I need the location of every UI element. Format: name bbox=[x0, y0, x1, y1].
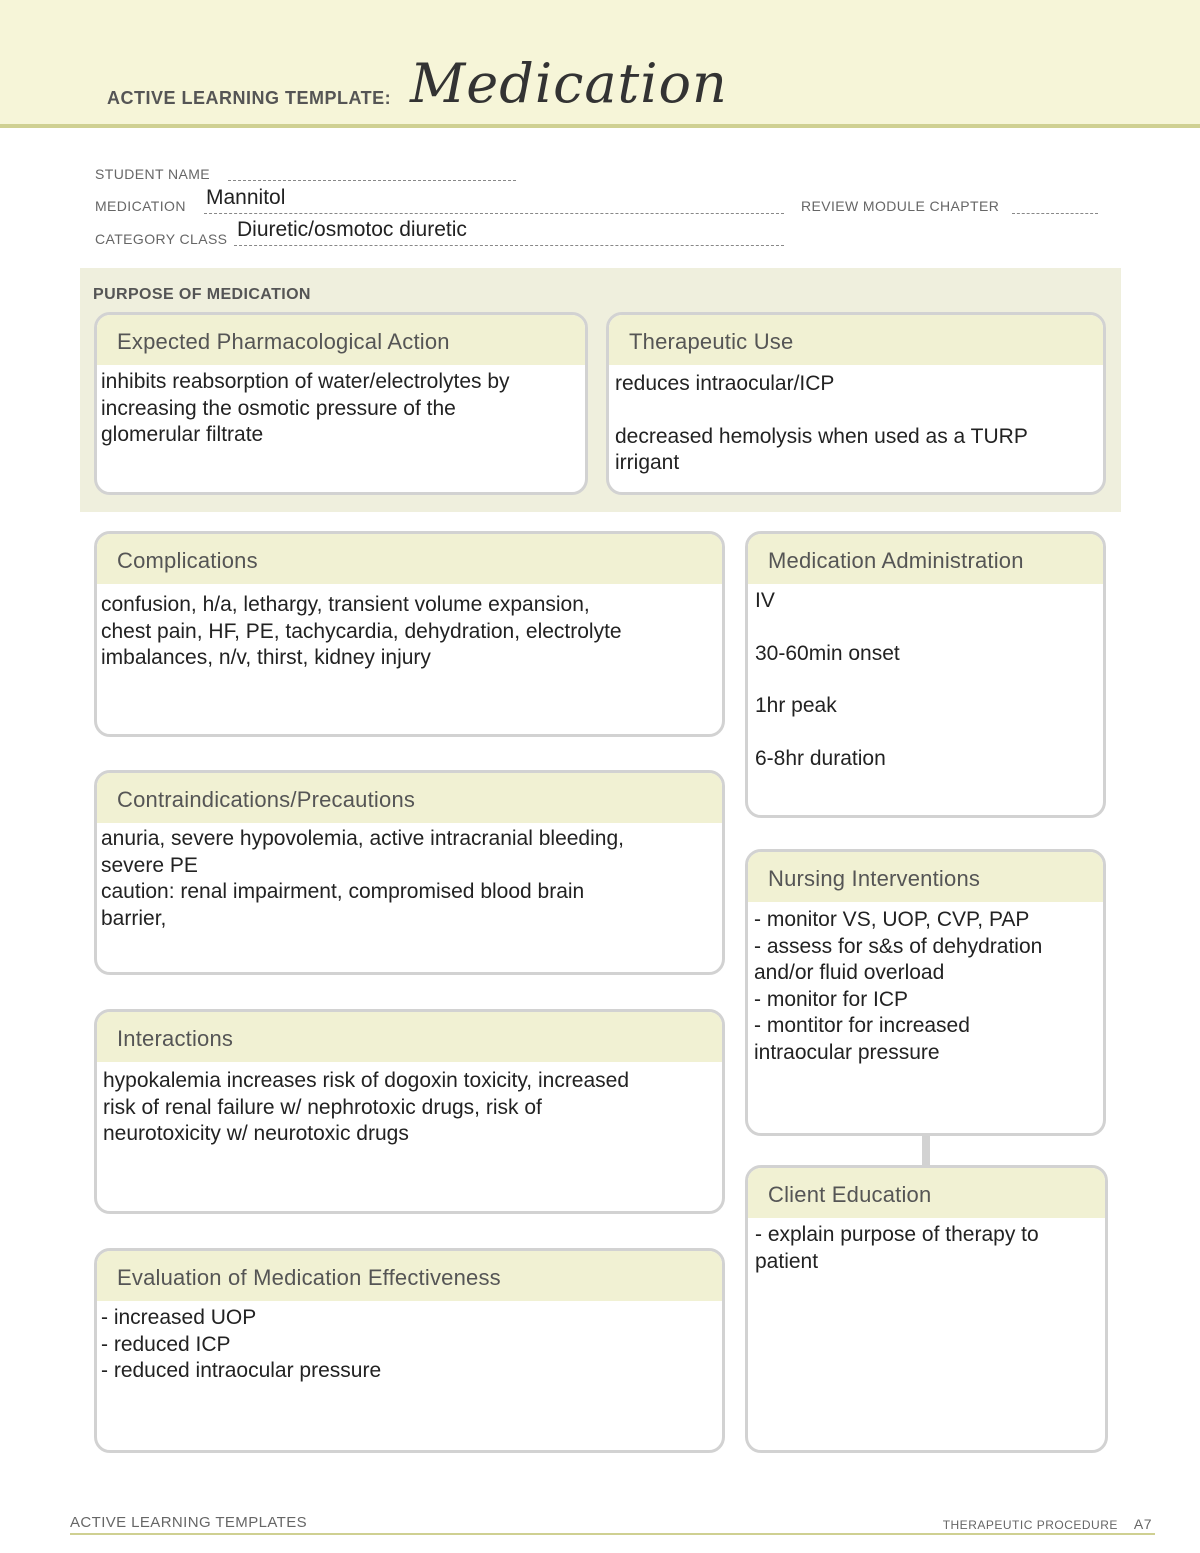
complications-line: chest pain, HF, PE, tachycardia, dehydration, electrolyte bbox=[101, 619, 622, 643]
therapeutic-use-line: reduces intraocular/ICP bbox=[615, 372, 835, 395]
evaluation-line: - reduced intraocular pressure bbox=[101, 1359, 382, 1382]
evaluation-line: - increased UOP bbox=[101, 1306, 257, 1329]
category-class-value: Diuretic/osmotoc diuretic bbox=[237, 218, 467, 241]
contraindications-box bbox=[94, 770, 725, 975]
evaluation-line: - reduced ICP bbox=[101, 1332, 231, 1356]
nursing-line: - monitor VS, UOP, CVP, PAP bbox=[754, 908, 1030, 931]
contraindications-line: caution: renal impairment, compromised blood brain bbox=[101, 880, 585, 903]
complications-heading: Complications bbox=[97, 534, 722, 584]
client-education-heading: Client Education bbox=[748, 1168, 1105, 1218]
nursing-line: - monitor for ICP bbox=[754, 987, 909, 1011]
therapeutic-use-heading: Therapeutic Use bbox=[609, 315, 1103, 365]
nursing-line: - assess for s&s of dehydration bbox=[754, 934, 1043, 958]
nursing-line: intraocular pressure bbox=[754, 1040, 940, 1064]
expected-action-line: increasing the osmotic pressure of the bbox=[101, 396, 456, 420]
page-number: A7 bbox=[1133, 1516, 1152, 1532]
purpose-title: PURPOSE OF MEDICATION bbox=[93, 286, 311, 303]
administration-item: 6-8hr duration bbox=[755, 746, 886, 770]
expected-action-text bbox=[97, 365, 585, 449]
administration-item: 1hr peak bbox=[755, 694, 837, 717]
contraindications-line: barrier, bbox=[101, 906, 167, 930]
client-education-box bbox=[745, 1165, 1108, 1453]
interactions-line: hypokalemia increases risk of dogoxin toxicity, increased bbox=[103, 1069, 630, 1092]
therapeutic-use-text bbox=[609, 365, 1103, 477]
template-label: ACTIVE LEARNING TEMPLATE: bbox=[107, 88, 392, 108]
interactions-box bbox=[94, 1009, 725, 1214]
page-title: Medication bbox=[410, 52, 728, 115]
administration-item: IV bbox=[755, 589, 775, 612]
evaluation-text bbox=[97, 1301, 722, 1385]
administration-item: 30-60min onset bbox=[755, 641, 900, 665]
therapeutic-use-line: decreased hemolysis when used as a TURP bbox=[615, 424, 1028, 448]
footer-divider bbox=[70, 1533, 1155, 1535]
therapeutic-use-box bbox=[606, 312, 1106, 495]
footer-procedure-label: THERAPEUTIC PROCEDURE bbox=[942, 1518, 1118, 1532]
education-line: patient bbox=[755, 1249, 819, 1273]
box-connector bbox=[922, 1134, 930, 1167]
contraindications-heading: Contraindications/Precautions bbox=[97, 773, 722, 823]
review-module-label: REVIEW MODULE CHAPTER bbox=[801, 198, 1000, 214]
student-name-field[interactable] bbox=[228, 180, 516, 181]
administration-box bbox=[745, 531, 1106, 818]
contraindications-line: anuria, severe hypovolemia, active intracranial bleeding, bbox=[101, 827, 624, 850]
client-education-text bbox=[748, 1218, 1105, 1275]
administration-heading: Medication Administration bbox=[748, 534, 1103, 584]
therapeutic-use-line: irrigant bbox=[615, 451, 680, 474]
interactions-line: risk of renal failure w/ nephrotoxic drugs, risk of bbox=[103, 1095, 542, 1119]
category-class-field[interactable] bbox=[234, 245, 784, 246]
footer-left-label: ACTIVE LEARNING TEMPLATES bbox=[70, 1514, 307, 1531]
medication-value: Mannitol bbox=[206, 186, 286, 209]
expected-action-heading: Expected Pharmacological Action bbox=[97, 315, 585, 365]
nursing-interventions-box bbox=[745, 849, 1106, 1136]
student-name-label: STUDENT NAME bbox=[95, 166, 210, 182]
medication-field[interactable] bbox=[204, 213, 784, 214]
complications-line: confusion, h/a, lethargy, transient volume expansion, bbox=[101, 593, 590, 616]
interactions-line: neurotoxicity w/ neurotoxic drugs bbox=[103, 1122, 409, 1145]
expected-action-line: inhibits reabsorption of water/electrolytes by bbox=[101, 370, 510, 393]
education-line: - explain purpose of therapy to bbox=[755, 1223, 1039, 1246]
nursing-line: and/or fluid overload bbox=[754, 961, 945, 984]
expected-action-box bbox=[94, 312, 588, 495]
nursing-line: - montitor for increased bbox=[754, 1014, 970, 1037]
nursing-interventions-text bbox=[748, 902, 1103, 1066]
contraindications-line: severe PE bbox=[101, 853, 198, 877]
evaluation-box bbox=[94, 1248, 725, 1453]
interactions-heading: Interactions bbox=[97, 1012, 722, 1062]
contraindications-text bbox=[97, 823, 722, 932]
interactions-text bbox=[97, 1062, 722, 1148]
footer-right bbox=[943, 1516, 1152, 1532]
complications-line: imbalances, n/v, thirst, kidney injury bbox=[101, 646, 431, 669]
evaluation-heading: Evaluation of Medication Effectiveness bbox=[97, 1251, 722, 1301]
complications-box bbox=[94, 531, 725, 737]
medication-label: MEDICATION bbox=[95, 198, 186, 214]
category-class-label: CATEGORY CLASS bbox=[95, 231, 228, 247]
review-module-field[interactable] bbox=[1012, 213, 1098, 214]
nursing-interventions-heading: Nursing Interventions bbox=[748, 852, 1103, 902]
complications-text bbox=[97, 584, 722, 672]
expected-action-line: glomerular filtrate bbox=[101, 423, 264, 446]
administration-text bbox=[748, 584, 1103, 772]
